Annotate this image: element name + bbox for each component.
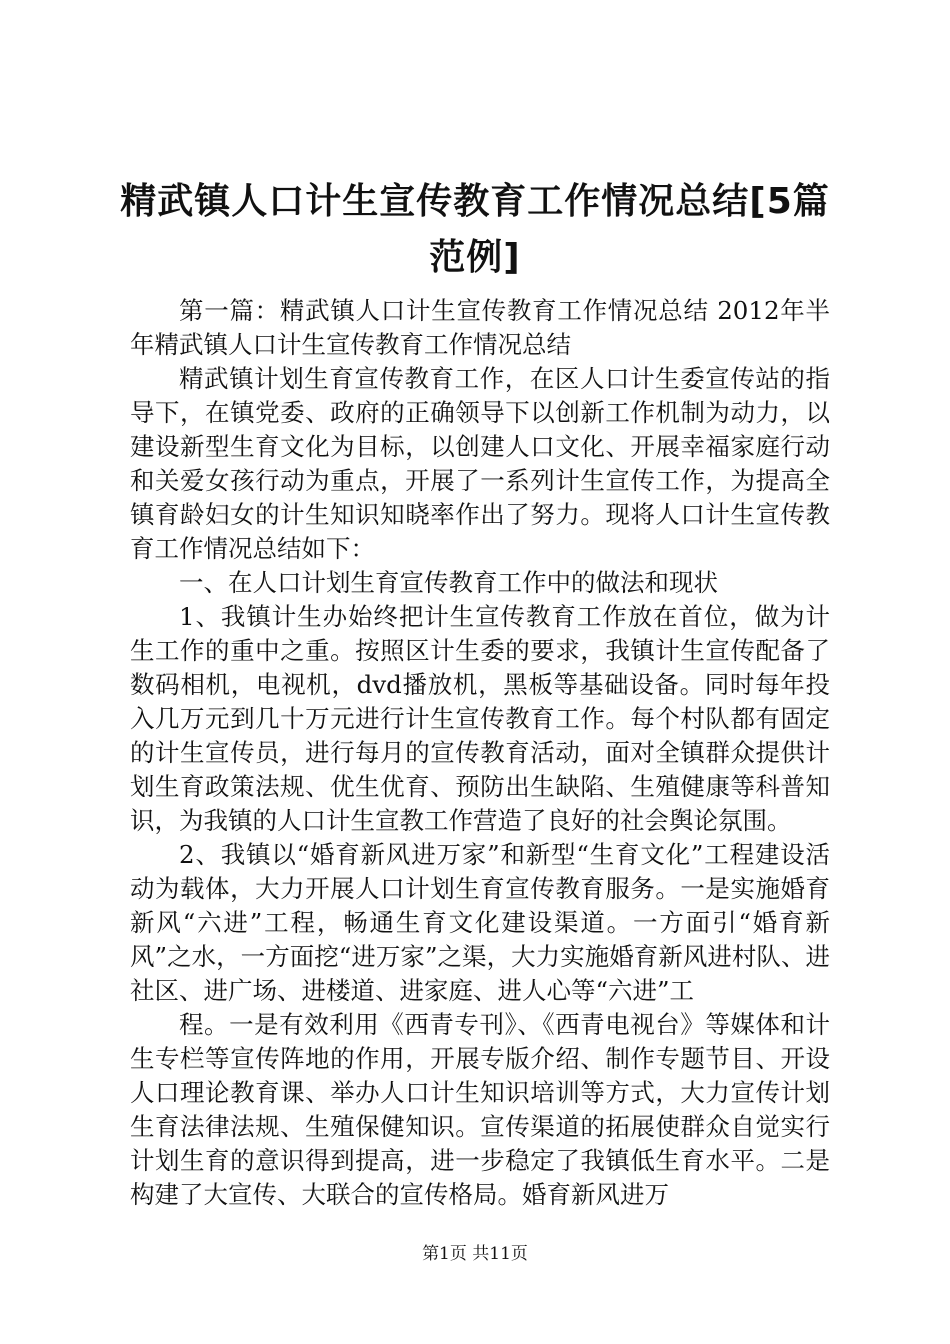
document-body (130, 294, 830, 1212)
paragraph-overview: 精武镇计划生育宣传教育工作，在区人口计生委宣传站的指导下，在镇党委、政府的正确领导下以创新工作机制为动力，以建设新型生育文化为目标，以创建人口文化、开展幸福家庭行动和关爱女孩行动为重点，开展了一系列计生宣传工作，为提高全镇育龄妇女的计生知识知晓率作出了努力。现将人口计生宣传教育工作情况总结如下： (130, 364, 830, 563)
document-title: 精武镇人口计生宣传教育工作情况总结[5篇范例] (120, 181, 830, 278)
section-heading: 一、在人口计划生育宣传教育工作中的做法和现状 (179, 568, 718, 597)
paragraph-item-1: 1、我镇计生办始终把计生宣传教育工作放在首位，做为计生工作的重中之重。按照区计生委的要求，我镇计生宣传配备了数码相机，电视机，dvd播放机，黑板等基础设备。同时每年投入几万元到几十万元进行计生宣传教育工作。每个村队都有固定的计生宣传员，进行每月的宣传教育活动，面对全镇群众提供计划生育政策法规、优生优育、预防出生缺陷、生殖健康等科普知识，为我镇的人口计生宣教工作营造了良好的社会舆论氛围。 (130, 602, 830, 835)
paragraph-continuation: 程。一是有效利用《西青专刊》、《西青电视台》等媒体和计生专栏等宣传阵地的作用，开展专版介绍、制作专题节目、开设人口理论教育课、举办人口计生知识培训等方式，大力宣传计划生育法律法规、生殖保健知识。宣传渠道的拓展使群众自觉实行计划生育的意识得到提高，进一步稳定了我镇低生育水平。二是构建了大宣传、大联合的宣传格局。婚育新风进万 (130, 1010, 830, 1209)
paragraph-intro: 第一篇：精武镇人口计生宣传教育工作情况总结 2012年半年精武镇人口计生宣传教育工作情况总结 (130, 296, 830, 359)
page-number-footer: 第1页 共11页 (422, 1244, 528, 1264)
paragraph-item-2: 2、我镇以“婚育新风进万家”和新型“生育文化”工程建设活动为载体，大力开展人口计划生育宣传教育服务。一是实施婚育新风“六进”工程，畅通生育文化建设渠道。一方面引“婚育新风”之水，一方面挖“进万家”之渠，大力实施婚育新风进村队、进社区、进广场、进楼道、进家庭、进人心等“六进”工 (130, 840, 830, 1005)
